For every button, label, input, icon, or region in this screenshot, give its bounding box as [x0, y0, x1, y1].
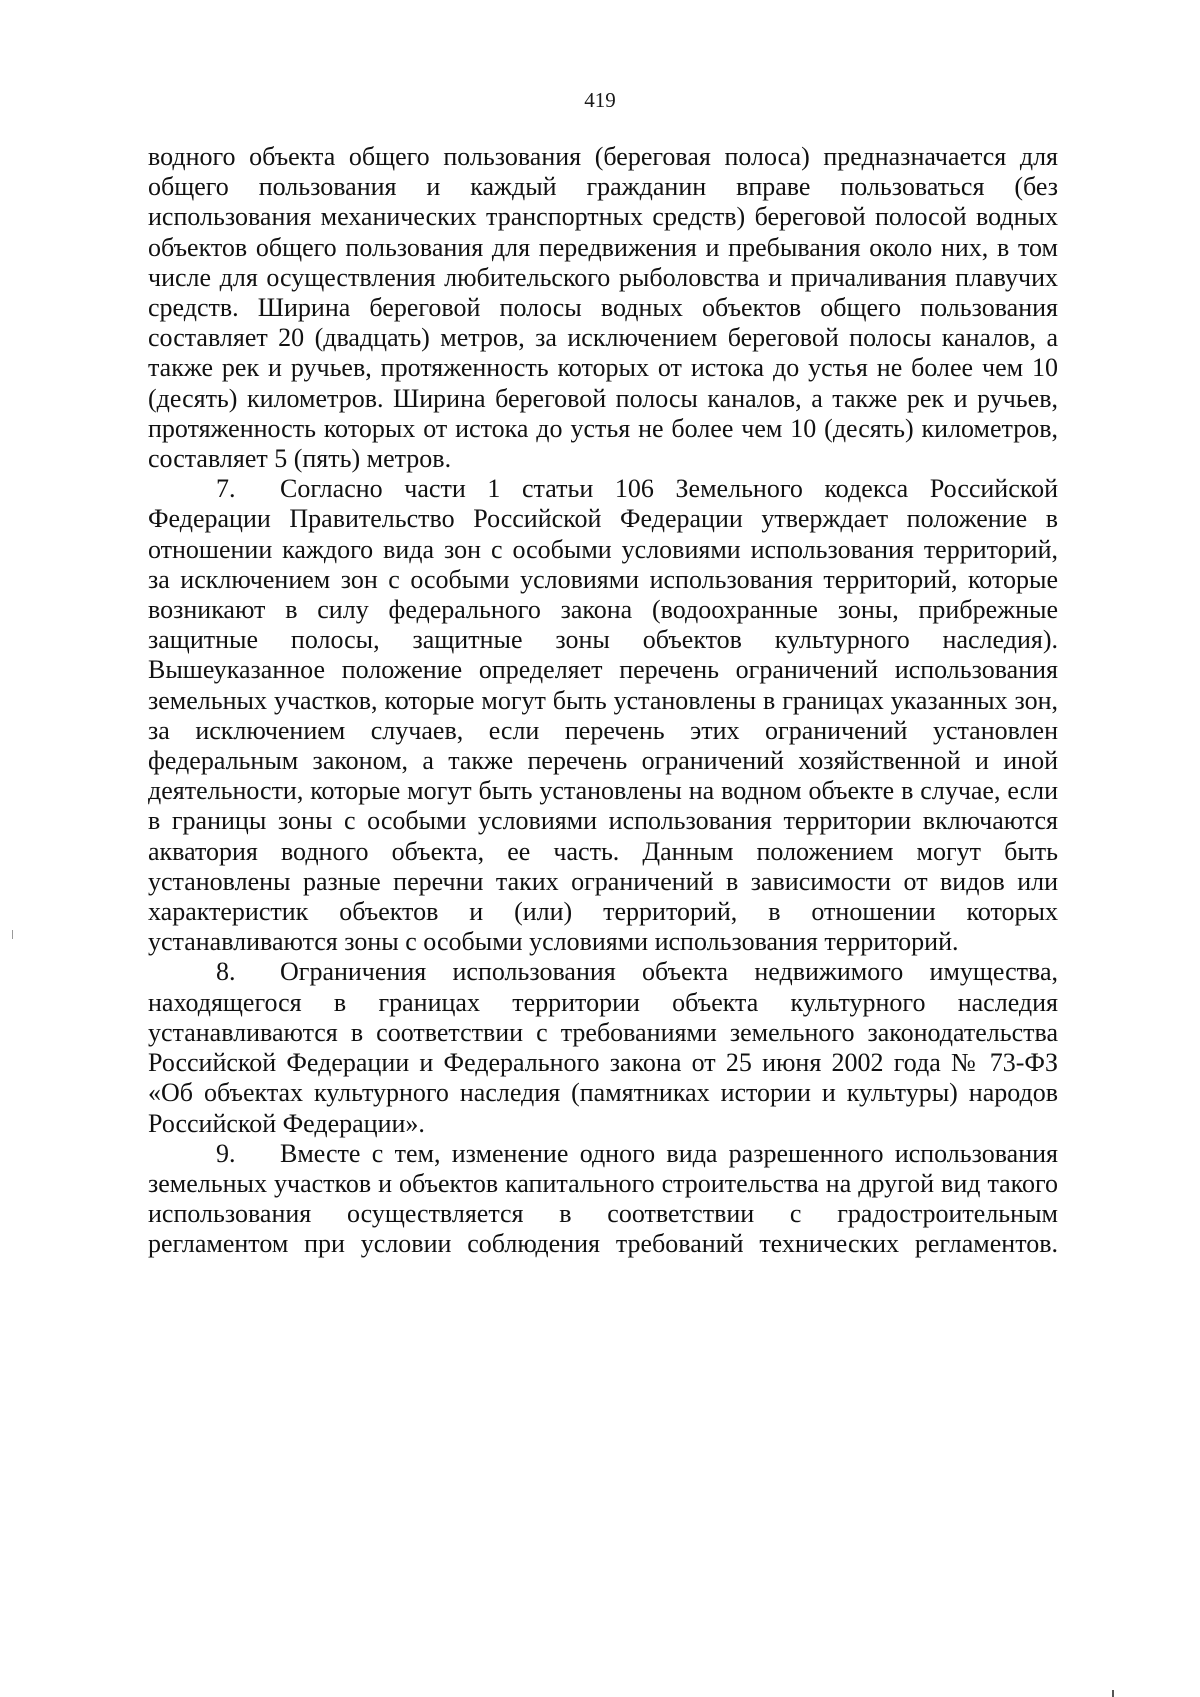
paragraph-text: водного объекта общего пользования (береговая полоса) предназначается для общего пользования и каждый гражданин вправе пользоваться (без использования механических транспортных средств) береговой полосой водных объектов общего пользования для передвижения и пребывания около них, в том числе для осуществления любительского рыболовства и причаливания плавучих средств. Ширина береговой полосы водных объектов общего пользования составляет 20 (двадцать) метров, за исключением береговой полосы каналов, а также рек и ручьев, протяженность которых от истока до устья не более чем 10 (десять) километров. Ширина береговой полосы каналов, а также рек и ручьев, протяженность которых от истока до устья не более чем 10 (десять) километров, составляет 5 (пять) метров.: [148, 142, 1058, 474]
paragraph-number: 8.: [216, 957, 236, 987]
paragraph-text: Согласно части 1 статьи 106 Земельного кодекса Российской Федерации Правительство Российской Федерации утверждает положение в отношении каждого вида зон с особыми условиями использования территорий, за исключением зон с особыми условиями использования территорий, которые возникают в силу федерального закона (водоохранные зоны, прибрежные защитные полосы, защитные зоны объектов культурного наследия). Вышеуказанное положение определяет перечень ограничений использования земельных участков, которые могут быть установлены в границах указанных зон, за исключением случаев, если перечень этих ограничений установлен федеральным законом, а также перечень ограничений хозяйственной и иной деятельности, которые могут быть установлены на водном объекте в случае, если в границы зоны с особыми условиями использования территории включаются акватория водного объекта, ее часть. Данным положением могут быть установлены разные перечни таких ограничений в зависимости от видов или характеристик объектов и (или) территорий, в отношении которых устанавливаются зоны с особыми условиями использования территорий.: [148, 474, 1058, 957]
document-body: [148, 142, 1058, 1260]
paragraph-7: [148, 474, 1058, 957]
scan-artifact-mark: [12, 930, 13, 939]
paragraph-text: Вместе с тем, изменение одного вида разрешенного использования земельных участков и объектов капитального строительства на другой вид такого использования осуществляется в соответствии с градостроительным регламентом при условии соблюдения требований технических регламентов.: [148, 1138, 1058, 1259]
scan-artifact-mark: [1112, 1690, 1114, 1697]
paragraph-number: 9.: [216, 1138, 236, 1168]
paragraph-8: [148, 957, 1058, 1138]
paragraph-9: [148, 1139, 1058, 1260]
paragraph-number: 7.: [216, 474, 236, 504]
paragraph-text: Ограничения использования объекта недвижимого имущества, находящегося в границах территории объекта культурного наследия устанавливаются в соответствии с требованиями земельного законодательства Российской Федерации и Федерального закона от 25 июня 2002 года № 73-ФЗ «Об объектах культурного наследия (памятниках истории и культуры) народов Российской Федерации».: [148, 957, 1058, 1138]
page-number: 419: [584, 88, 616, 112]
paragraph-continued: [148, 142, 1058, 474]
